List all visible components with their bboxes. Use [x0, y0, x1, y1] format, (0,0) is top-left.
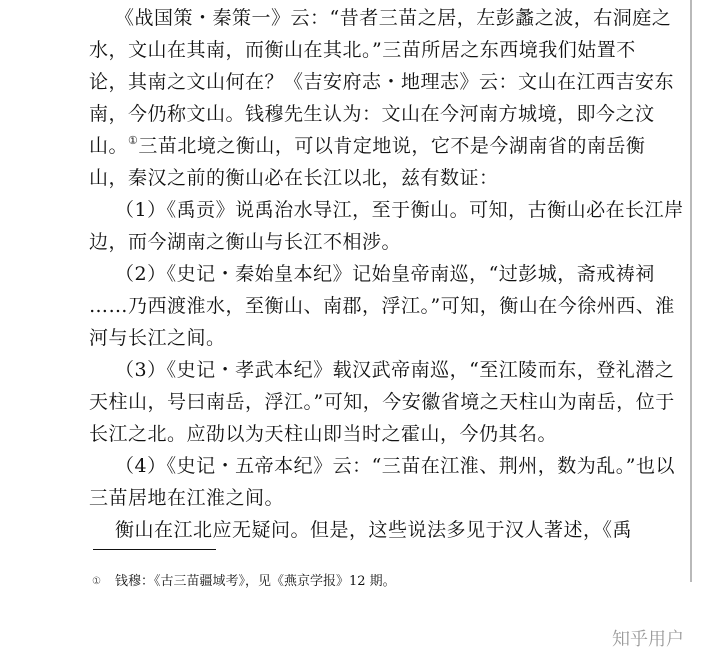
body-text [89, 2, 684, 546]
text-line: 论，其南之文山何在？《吉安府志・地理志》云：文山在江西吉安东 [89, 71, 675, 93]
text-line: 衡山在江北应无疑问。但是，这些说法多见于汉人著述，《禹 [115, 519, 633, 541]
footnote-text: 钱穆：《古三苗疆域考》，见《燕京学报》12 期。 [115, 574, 396, 589]
text-line: （2）《史记・秦始皇本纪》记始皇帝南巡，“过彭城，斋戒祷祠 [115, 263, 655, 285]
text-line: 《战国策・秦策一》云：“昔者三苗之居，左彭蠡之波，右洞庭之 [115, 7, 672, 29]
text-line: 河与长江之间。 [89, 327, 226, 349]
text-line: （3）《史记・孝武本纪》载汉武帝南巡，“至江陵而东，登礼潜之 [115, 359, 675, 381]
watermark: 知乎用户 [612, 629, 684, 650]
text-line: 山，秦汉之前的衡山必在长江以北，兹有数证： [89, 167, 499, 189]
page-edge [690, 0, 692, 582]
footnote-divider [93, 549, 216, 550]
footnote-number: ① [92, 576, 101, 587]
text-line: 三苗居地在江淮之间。 [89, 487, 285, 509]
text-line: ……乃西渡淮水，至衡山、南郡，浮江。”可知，衡山在今徐州西、淮 [89, 295, 675, 317]
text-line: 水，文山在其南，而衡山在其北。”三苗所居之东西境我们姑置不 [89, 39, 636, 61]
text-line: 南，今仍称文山。钱穆先生认为：文山在今河南方城境，即今之汶 [89, 103, 655, 125]
text-line: （4）《史记・五帝本纪》云：“三苗在江淮、荆州，数为乱。”也以 [115, 455, 676, 477]
text-line: 边，而今湖南之衡山与长江不相涉。 [89, 231, 402, 253]
text-line: 山。①三苗北境之衡山，可以肯定地说，它不是今湖南省的南岳衡 [89, 134, 646, 157]
text-line: （1）《禹贡》说禹治水导江，至于衡山。可知，古衡山必在长江岸 [115, 199, 684, 221]
footnote [92, 573, 396, 591]
footnote-marker: ① [128, 134, 139, 147]
text-line: 天柱山，号曰南岳，浮江。”可知，今安徽省境之天柱山为南岳，位于 [89, 391, 675, 413]
text-line: 长江之北。应劭以为天柱山即当时之霍山，今仍其名。 [89, 423, 558, 445]
